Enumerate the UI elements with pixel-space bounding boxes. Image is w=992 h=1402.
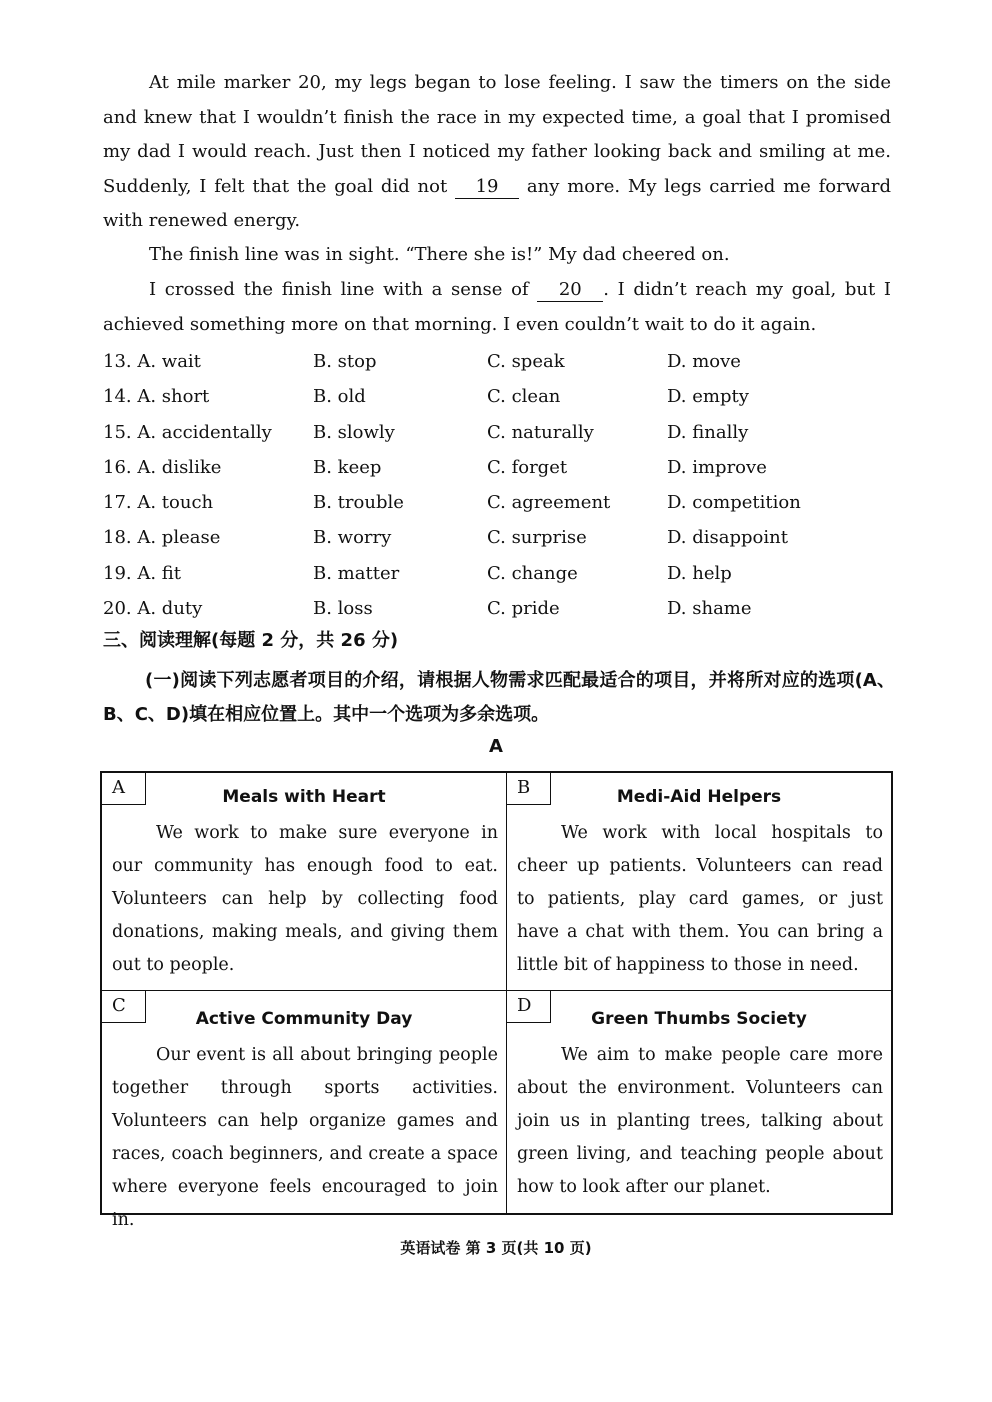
option-c: C. change xyxy=(487,562,578,584)
passage-text: The finish line was in sight. “There she is!” My dad cheered on. xyxy=(149,244,730,265)
project-title: Meals with Heart xyxy=(222,787,386,807)
project-title: Green Thumbs Society xyxy=(591,1009,807,1029)
option-b: B. worry xyxy=(313,527,392,549)
passage-paragraph-2 xyxy=(103,238,730,272)
project-text: Our event is all about bringing people together through sports activities. Volunteers can help organize games and races, coach beginners, and create a space where everyone feels encouraged to join in. xyxy=(112,1045,498,1230)
option-a: 19. A. fit xyxy=(103,562,182,584)
instruction-text: (一)阅读下列志愿者项目的介绍，请根据人物需求匹配最适合的项目，并将所对应的选项(A、B、C、D)填在相应位置上。其中一个选项为多余选项。 xyxy=(103,670,895,725)
project-text: We work with local hospitals to cheer up patients. Volunteers can read to patients, play card games, or just have a chat with them. You can bring a little bit of happiness to those in need. xyxy=(517,823,883,975)
option-d: D. help xyxy=(667,562,732,584)
option-a: 13. A. wait xyxy=(103,351,201,372)
project-letter: B xyxy=(507,773,551,805)
option-a: 20. A. duty xyxy=(103,598,203,620)
section-title: 三、阅读理解(每题 2 分，共 26 分) xyxy=(103,630,399,651)
option-row xyxy=(103,344,903,379)
option-row xyxy=(103,379,903,414)
project-letter: D xyxy=(507,991,551,1023)
option-row xyxy=(103,450,903,485)
project-description xyxy=(517,817,883,982)
project-text: We aim to make people care more about the environment. Volunteers can join us in planting trees, talking about green living, and teaching people about how to look after our planet. xyxy=(517,1045,883,1197)
project-description xyxy=(112,817,498,982)
project-description xyxy=(517,1039,883,1204)
project-cell-b xyxy=(506,773,891,990)
option-a: 15. A. accidentally xyxy=(103,421,272,443)
option-d: D. finally xyxy=(667,421,749,443)
option-row xyxy=(103,556,903,591)
passage-text: At mile marker 20, my legs began to lose feeling. I saw the timers on the side and knew that I wouldn’t finish the race in my expected time, a goal that I promised my dad I would reach. Just then I noticed my father looking back and smiling at me. Suddenly, I felt that the goal did not xyxy=(103,72,891,197)
blank-20: 20 xyxy=(537,279,603,302)
project-cell-a xyxy=(102,773,506,990)
option-b: B. old xyxy=(313,386,366,408)
option-b: B. slowly xyxy=(313,421,395,443)
option-a: 14. A. short xyxy=(103,386,210,408)
option-a: 16. A. dislike xyxy=(103,456,222,478)
option-d: D. shame xyxy=(667,598,752,620)
option-row xyxy=(103,591,903,626)
option-b: B. trouble xyxy=(313,492,404,514)
project-description xyxy=(112,1039,498,1237)
project-cell-c xyxy=(102,990,506,1230)
project-cell-d xyxy=(506,990,891,1213)
option-b: B. keep xyxy=(313,456,382,478)
part-label: A xyxy=(489,736,503,757)
project-text: We work to make sure everyone in our community has enough food to eat. Volunteers can help by collecting food donations, making meals, and giving them out to people. xyxy=(112,823,498,975)
option-c: C. pride xyxy=(487,598,560,620)
project-table xyxy=(100,771,893,1230)
option-c: C. agreement xyxy=(487,492,611,514)
option-d: D. move xyxy=(667,351,741,372)
option-c: C. forget xyxy=(487,456,568,478)
project-letter: A xyxy=(102,773,146,805)
option-a: 17. A. touch xyxy=(103,492,214,514)
option-b: B. matter xyxy=(313,562,400,584)
option-d: D. empty xyxy=(667,386,749,408)
option-b: B. stop xyxy=(313,351,377,372)
passage-paragraph-1 xyxy=(103,66,891,239)
section-instruction xyxy=(103,664,895,732)
option-c: C. surprise xyxy=(487,527,587,549)
option-c: C. naturally xyxy=(487,421,594,443)
page-footer: 英语试卷 第 3 页(共 10 页) xyxy=(400,1239,592,1257)
option-c: C. clean xyxy=(487,386,561,408)
option-d: D. improve xyxy=(667,456,767,478)
option-d: D. disappoint xyxy=(667,527,788,549)
passage-text: I crossed the finish line with a sense of xyxy=(149,279,529,300)
option-d: D. competition xyxy=(667,492,801,514)
options-list xyxy=(103,344,903,626)
option-c: C. speak xyxy=(487,351,565,372)
option-row xyxy=(103,415,903,450)
option-row xyxy=(103,520,903,555)
passage-text: . I didn’t reach my goal, but I achieved something more on that morning. I even couldn’t wait to do it again. xyxy=(103,279,891,335)
option-a: 18. A. please xyxy=(103,527,221,549)
passage-text: any more. My legs carried me forward with renewed energy. xyxy=(103,175,891,231)
passage-paragraph-3 xyxy=(103,273,891,342)
project-title: Medi-Aid Helpers xyxy=(616,787,782,807)
option-b: B. loss xyxy=(313,598,373,620)
project-title: Active Community Day xyxy=(195,1009,413,1029)
project-letter: C xyxy=(102,991,146,1023)
blank-19: 19 xyxy=(455,176,519,199)
option-row xyxy=(103,485,903,520)
